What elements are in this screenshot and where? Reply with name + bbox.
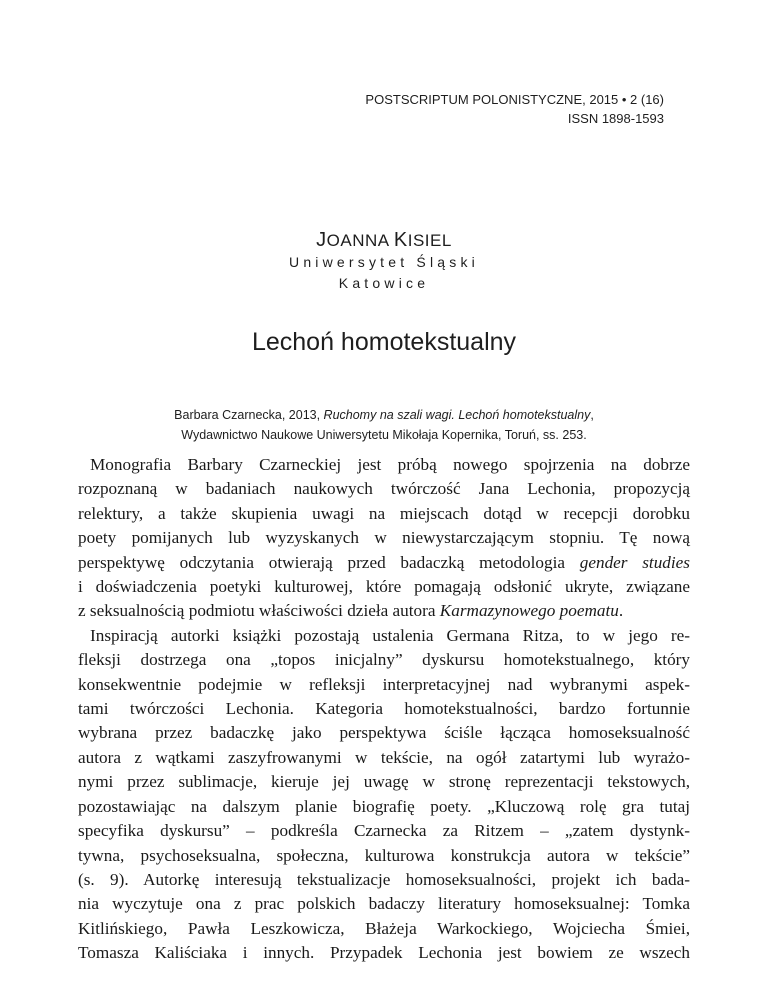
journal-citation: POSTSCRIPTUM POLONISTYCZNE, 2015 • 2 (16) — [365, 92, 664, 107]
body-line: poety pomijanych lub wyzyskanych w niewystarczającym stopniu. Tę nową — [78, 528, 690, 548]
biblio-line-2: Wydawnictwo Naukowe Uniwersytetu Mikołaja Kopernika, Toruń, ss. 253. — [181, 428, 587, 442]
body-line: perspektywę odczytania otwierają przed badaczką metodologia gender studies — [78, 552, 690, 572]
body-line: (s. 9). Autorkę interesują tekstualizacje homoseksualności, projekt ich bada- — [78, 869, 690, 889]
body-line: Inspiracją autorki książki pozostają ustalenia Germana Ritza, to w jego re- — [90, 625, 690, 645]
bibliographic-note — [0, 405, 768, 445]
body-line: tami twórczości Lechonia. Kategoria homotekstualności, bardzo fortunnie — [78, 699, 690, 719]
body-line: nia wyczytuje ona z prac polskich badaczy literatury homoseksualnej: Tomka — [78, 894, 690, 914]
body-line: tywna, psychoseksualna, społeczna, kulturowa konstrukcja autora w tekście” — [78, 845, 690, 865]
author-block — [0, 229, 768, 294]
body-line: specyfika dyskursu” – podkreśla Czarnecka za Ritzem – „zatem dystynk- — [78, 821, 690, 841]
body-line: autora z wątkami zaszyfrowanymi w tekście, na ogół zatartymi lub wyrażo- — [78, 747, 690, 767]
author-affiliation: Uniwersytet Śląski — [289, 254, 479, 270]
issn: ISSN 1898-1593 — [567, 111, 664, 126]
body-line: rozpoznaną w badaniach naukowych twórczość Jana Lechonia, propozycją — [78, 479, 690, 499]
body-line: Monografia Barbary Czarneckiej jest próbą nowego spojrzenia na dobrze — [90, 455, 690, 474]
body-line: Kitlińskiego, Pawła Leszkowicza, Błażeja Warkockiego, Wojciecha Śmiei, — [78, 918, 690, 938]
body-line: Tomasza Kaliściaka i innych. Przypadek Lechonia jest bowiem ze wszech — [78, 943, 690, 963]
article-body — [78, 453, 690, 966]
author-name: JOANNA KISIEL — [316, 229, 452, 251]
body-line: nymi przez sublimacje, kieruje jej uwagę w stronę reprezentacji tekstowych, — [78, 772, 690, 792]
journal-header — [365, 90, 664, 128]
body-line: z seksualnością podmiotu właściwości dzieła autora Karmazynowego poematu. — [78, 601, 624, 621]
biblio-line-1: Barbara Czarnecka, 2013, Ruchomy na szali wagi. Lechoń homotekstualny, — [174, 408, 594, 422]
author-city: Katowice — [338, 275, 430, 291]
body-line: i doświadczenia poetyki kulturowej, które pomagają odsłonić ukryte, związane — [78, 577, 690, 597]
article-title: Lechoń homotekstualny — [251, 328, 517, 356]
body-line: relektury, a także skupienia uwagi na miejscach dotąd w recepcji dorobku — [78, 503, 690, 523]
body-line: konsekwentnie podejmie w refleksji interpretacyjnej nad wybranymi aspek- — [78, 674, 690, 694]
body-line: pozostawiając na dalszym planie biografię poety. „Kluczową rolę gra tutaj — [78, 796, 690, 816]
body-line: fleksji dostrzega ona „topos inicjalny” dyskursu homotekstualnego, który — [78, 650, 690, 670]
body-line: wybrana przez badaczkę jako perspektywa ściśle łącząca homoseksualność — [78, 723, 690, 743]
